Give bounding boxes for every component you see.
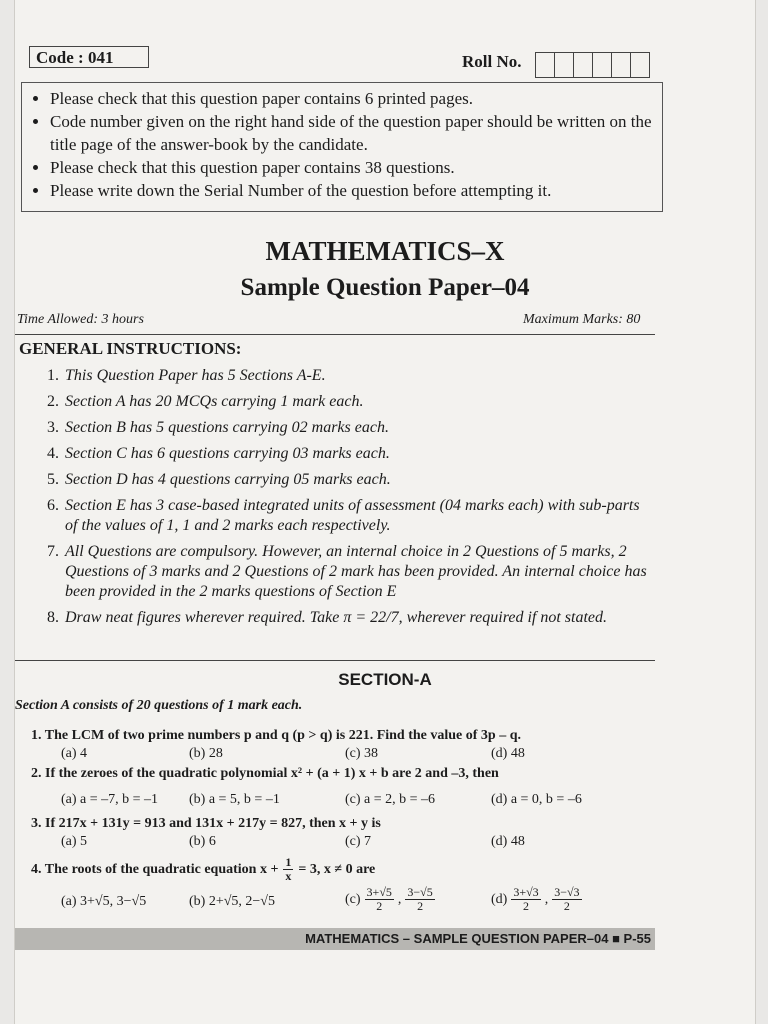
divider: [15, 660, 655, 661]
paper-title: MATHEMATICS–X: [265, 236, 505, 266]
question-3: 3. If 217x + 131y = 913 and 131x + 217y = 827, then x + y is: [31, 816, 381, 831]
section-a-title: SECTION-A: [338, 670, 432, 689]
option-d: (d) $\frac{3+√3}{2}$ , $\frac{3-√3}{2}$: [491, 885, 580, 913]
general-instructions-heading: GENERAL INSTRUCTIONS:: [19, 339, 242, 358]
instruction-item: 8. Draw neat figures wherever required. Take π = 22/7, wherever required if not stated.: [47, 609, 607, 626]
paper-subtitle: Sample Question Paper–04: [240, 274, 530, 301]
instruction-item: 2. Section A has 20 MCQs carrying 1 mark each.: [47, 393, 364, 410]
option-a: (a) a = –7, b = –1: [61, 792, 159, 807]
paper-code: Code : 041: [29, 46, 149, 68]
instruction-item: 4. Section C has 6 questions carrying 03 marks each.: [47, 445, 390, 462]
roll-number-label: Roll No.: [462, 52, 522, 71]
option-d: (d) a = 0, b = –6: [491, 792, 582, 807]
question-1: 1. The LCM of two prime numbers p and q (p > q) is 221. Find the value of 3p – q.: [31, 728, 521, 743]
general-instructions-list: [25, 366, 655, 634]
question-1-options: [61, 746, 661, 764]
notice-item: • Code number given on the right hand side of the question paper should be written on the title page of the answer-book by the candidate.: [50, 110, 654, 156]
option-a: (a) 3+√5, 3−√5: [61, 894, 147, 909]
instructions-notice-box: [21, 82, 663, 212]
option-c: (c) 7: [345, 834, 372, 849]
instruction-item: 3. Section B has 5 questions carrying 02 marks each.: [47, 419, 389, 436]
question-4-options: [61, 886, 661, 922]
option-c: (c) $\frac{3+√5}{2}$ , $\frac{3-√5}{2}$: [345, 885, 433, 913]
option-b: (b) 6: [189, 834, 216, 849]
option-d: (d) 48: [491, 834, 525, 849]
question-3-options: [61, 834, 661, 852]
option-b: (b) 28: [189, 746, 223, 761]
notice-item: • Please check that this question paper contains 38 questions.: [50, 156, 654, 179]
option-c: (c) 38: [345, 746, 379, 761]
option-b: (b) 2+√5, 2−√5: [189, 894, 275, 909]
divider: [15, 334, 655, 335]
maximum-marks: Maximum Marks: 80: [523, 312, 641, 327]
notice-item: • Please check that this question paper contains 6 printed pages.: [50, 87, 654, 110]
question-2-options: [61, 792, 661, 810]
option-b: (b) a = 5, b = –1: [189, 792, 280, 807]
option-a: (a) 5: [61, 834, 88, 849]
page-footer: MATHEMATICS – SAMPLE QUESTION PAPER–04 ■ P-55: [15, 928, 655, 950]
roll-number-boxes[interactable]: [535, 52, 650, 78]
instruction-item: 7. All Questions are compulsory. However, an internal choice in 2 Questions of 5 marks, 2 Questions of 3 marks and 2 Questions of 2 mark has been provided. An internal choice has been provided in the 2 marks questions of Section E: [47, 543, 647, 600]
instruction-item: 1. This Question Paper has 5 Sections A-E.: [47, 367, 326, 384]
time-allowed: Time Allowed: 3 hours: [17, 312, 144, 327]
option-c: (c) a = 2, b = –6: [345, 792, 436, 807]
option-d: (d) 48: [491, 746, 525, 761]
option-a: (a) 4: [61, 746, 88, 761]
question-2: 2. If the zeroes of the quadratic polynomial x² + (a + 1) x + b are 2 and –3, then: [31, 766, 499, 781]
fraction: $\frac{1}{x}$: [285, 855, 292, 883]
instruction-item: 5. Section D has 4 questions carrying 05 marks each.: [47, 471, 391, 488]
question-4: 4. The roots of the quadratic equation x + $\frac{1}{x}$ = 3, x ≠ 0 are: [31, 855, 376, 883]
exam-sheet: [14, 0, 756, 1024]
instruction-item: 6. Section E has 3 case-based integrated units of assessment (04 marks each) with sub-parts of the values of 1, 1 and 2 marks each respectively.: [47, 497, 640, 534]
notice-item: • Please write down the Serial Number of the question before attempting it.: [50, 179, 654, 202]
section-a-description: Section A consists of 20 questions of 1 mark each.: [15, 698, 303, 713]
